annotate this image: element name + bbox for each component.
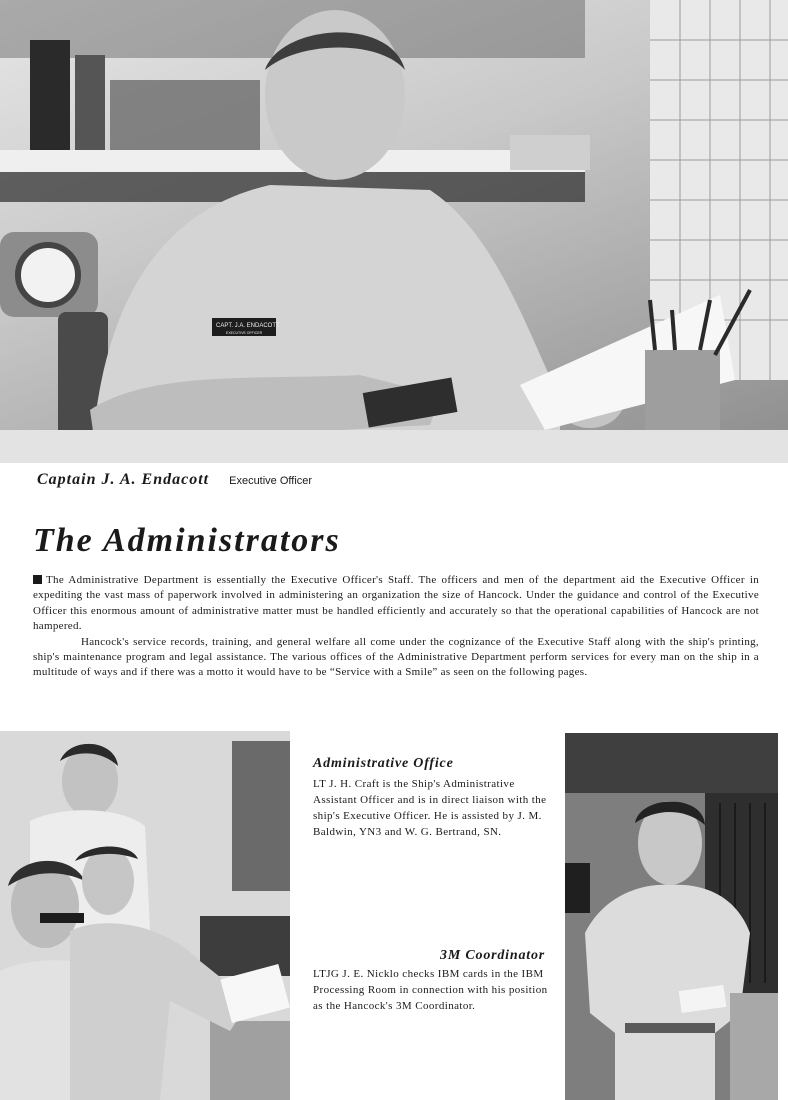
section-body-3m-coordinator: LTJG J. E. Nicklo checks IBM cards in the IBM Processing Room in connection with his position as the Hancock's 3M Coordinator. (313, 968, 548, 1012)
3m-coordinator-photo (565, 733, 778, 1100)
desk (0, 430, 788, 463)
page-title: The Administrators (33, 522, 341, 559)
intro-paragraph-1-text: The Administrative Department is essentially the Executive Officer's Staff. The officers and men of the department aid the Executive Officer in expediting the vast mass of paperwork involved in administering an organization the size of Hancock. Under the guidance and control of the Executive Officer this enormous amount of administrative matter must be handled efficiently and accurately so that the operational capabilities of Hancock are not hampered. (33, 574, 759, 633)
photo-caption (37, 471, 312, 489)
executive-officer-photo (0, 0, 788, 463)
nameplate-text: CAPT. J.A. ENDACOTT (216, 323, 280, 329)
section-title-3m-coordinator: 3M Coordinator (440, 948, 545, 963)
administrative-office-photo (0, 731, 290, 1100)
intro-paragraph-2: Hancock's service records, training, and general welfare all come under the cognizance of the Executive Staff along with the ship's printing, ship's maintenance program and legal assistance. The various offices of the Administrative Department perform services for every man on the ship in a multitude of ways and if there was a motto it would have to be “Service with a Smile” as seen on the following pages. (33, 635, 759, 679)
section-body-administrative-office: LT J. H. Craft is the Ship's Administrative Assistant Officer and is in direct liaison with the ship's Executive Officer. He is assisted by J. M. Baldwin, YN3 and W. G. Bertrand, SN. (313, 778, 547, 838)
section-title-administrative-office: Administrative Office (313, 756, 454, 771)
intro-paragraph-1 (33, 573, 759, 635)
caption-name: Captain J. A. Endacott (37, 471, 210, 488)
intro-text (33, 573, 759, 681)
bullet-square-icon (33, 575, 42, 584)
nameplate-subtext: EXECUTIVE OFFICER (226, 331, 263, 335)
caption-role: Executive Officer (229, 475, 313, 487)
